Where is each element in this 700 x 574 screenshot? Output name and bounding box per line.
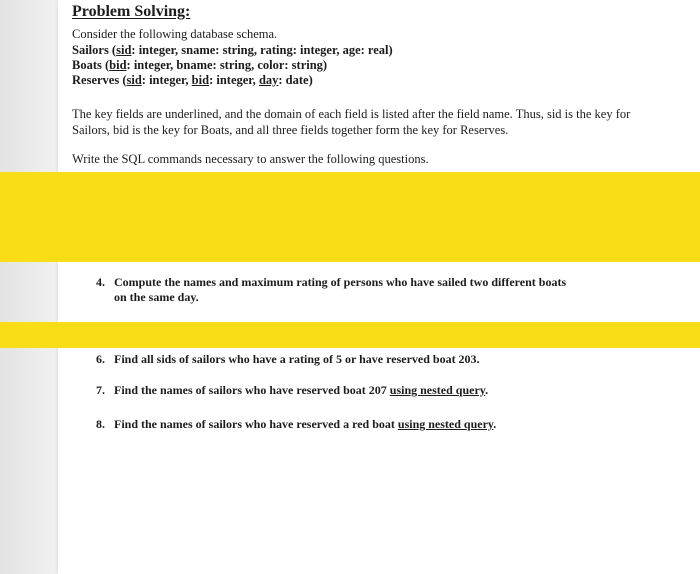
question-number: 7. bbox=[96, 383, 105, 397]
schema-reserves-key-bid: bid bbox=[191, 73, 210, 87]
question-number: 6. bbox=[96, 352, 105, 366]
schema-reserves-sep2: : integer, bbox=[209, 73, 259, 87]
schema-reserves-key-day: day bbox=[258, 73, 279, 87]
schema-reserves bbox=[72, 72, 313, 88]
schema-reserves-key-sid: sid bbox=[126, 73, 142, 87]
page-edge-shadow bbox=[0, 0, 58, 574]
question-emphasis: using nested query bbox=[397, 417, 494, 431]
question-emphasis: using nested query bbox=[389, 383, 486, 397]
schema-reserves-end: : date) bbox=[278, 73, 313, 87]
schema-boats-key: bid bbox=[109, 58, 127, 72]
schema-boats-name: Boats ( bbox=[72, 58, 110, 72]
schema-boats bbox=[72, 57, 327, 73]
question-4 bbox=[96, 275, 636, 305]
schema-sailors bbox=[72, 42, 393, 58]
question-text: Find all sids of sailors who have a rating of 5 or have reserved boat 203. bbox=[114, 352, 480, 366]
schema-boats-fields: : integer, bname: string, color: string) bbox=[126, 58, 328, 72]
question-end: . bbox=[485, 383, 489, 397]
question-text-continued: on the same day. bbox=[114, 290, 199, 304]
intro-text: Consider the following database schema. bbox=[72, 27, 278, 41]
key-explanation-paragraph: The key fields are underlined, and the domain of each field is listed after the field name. Thus, sid is the key for Sailors, bid is the key for Boats, and all three fields together form the key for Reserves. bbox=[72, 107, 631, 137]
instruction-paragraph: Write the SQL commands necessary to answer the following questions. bbox=[72, 152, 429, 166]
question-number: 8. bbox=[96, 417, 105, 431]
schema-sailors-fields: : integer, sname: string, rating: integer, age: real) bbox=[131, 43, 393, 57]
question-text: Compute the names and maximum rating of persons who have sailed two different boats bbox=[114, 275, 567, 289]
highlight-band-top bbox=[0, 172, 700, 262]
question-7 bbox=[96, 383, 488, 398]
schema-sailors-name: Sailors ( bbox=[72, 43, 117, 57]
question-end: . bbox=[493, 417, 497, 431]
schema-sailors-key: sid bbox=[116, 43, 132, 57]
schema-reserves-name: Reserves ( bbox=[72, 73, 127, 87]
schema-reserves-sep1: : integer, bbox=[141, 73, 192, 87]
page-title: Problem Solving: bbox=[72, 3, 191, 20]
question-text: Find the names of sailors who have reserved a red boat bbox=[114, 417, 398, 431]
question-number: 4. bbox=[96, 275, 105, 289]
question-6 bbox=[96, 352, 480, 367]
highlight-band-middle bbox=[0, 322, 700, 348]
question-text: Find the names of sailors who have reserved boat 207 bbox=[114, 383, 390, 397]
question-8 bbox=[96, 417, 496, 432]
